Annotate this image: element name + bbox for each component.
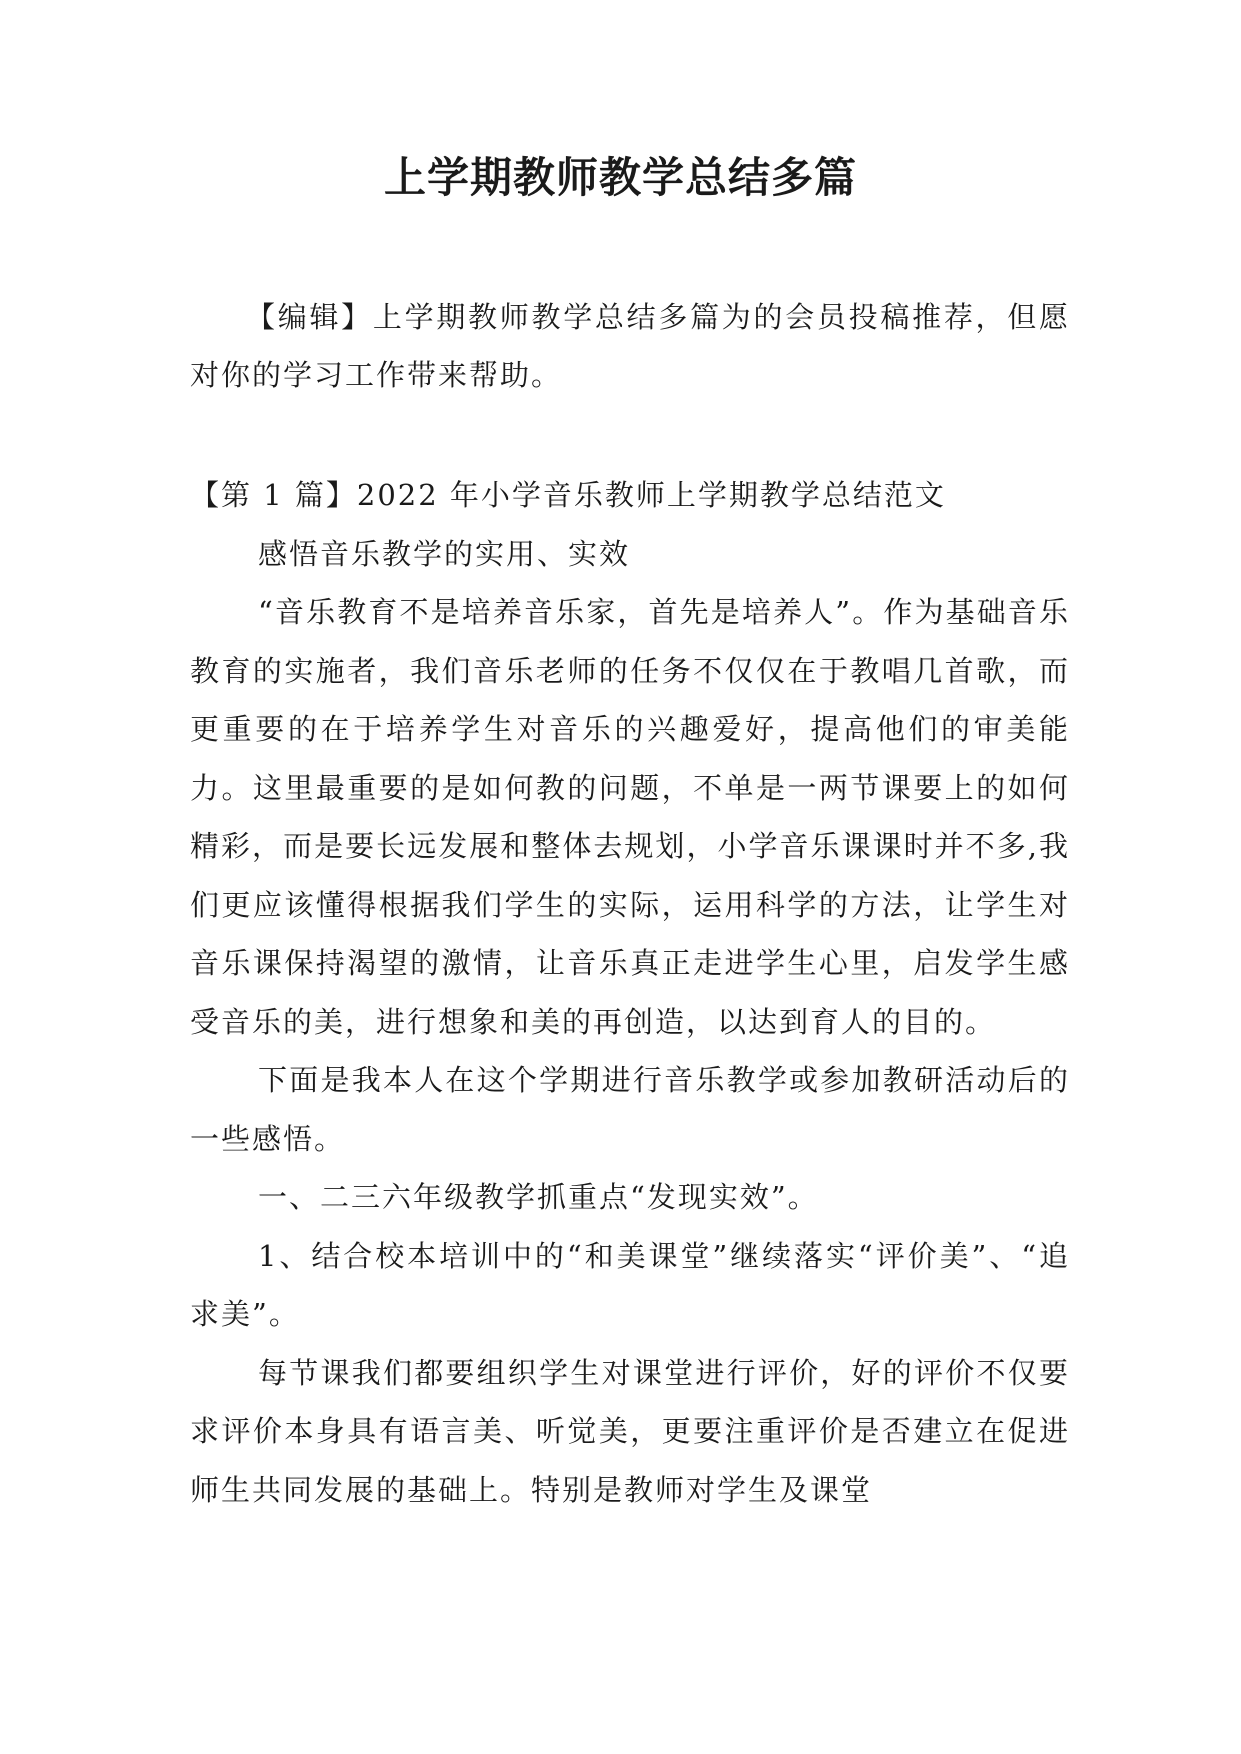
body-paragraph: 感悟音乐教学的实用、实效 [258,536,631,571]
body-paragraph: 1、结合校本培训中的“和美课堂”继续落实“评价美”、“追求美”。 [190,1238,1070,1331]
document-title: 上学期教师教学总结多篇 [383,153,857,202]
body-paragraph: 下面是我本人在这个学期进行音乐教学或参加教研活动后的一些感悟。 [190,1063,1070,1156]
body-paragraph: 每节课我们都要组织学生对课堂进行评价，好的评价不仅要求评价本身具有语言美、听觉美，更要注重评价是否建立在促进师生共同发展的基础上。特别是教师对学生及课堂 [190,1355,1070,1507]
body-paragraph: “音乐教育不是培养音乐家，首先是培养人”。作为基础音乐教育的实施者，我们音乐老师的任务不仅仅在于教唱几首歌，而更重要的在于培养学生对音乐的兴趣爱好，提高他们的审美能力。这里最重要的是如何教的问题，不单是一两节课要上的如何精彩，而是要长远发展和整体去规划，小学音乐课课时并不多,我们更应该懂得根据我们学生的实际，运用科学的方法，让学生对音乐课保持渴望的激情，让音乐真正走进学生心里，启发学生感受音乐的美，进行想象和美的再创造，以达到育人的目的。 [190,595,1070,1039]
section-heading: 【第 1 篇】2022 年小学音乐教师上学期教学总结范文 [190,478,946,512]
document-body [190,466,1070,1519]
body-paragraph: 一、二三六年级教学抓重点“发现实效”。 [258,1180,819,1214]
intro-paragraph: 【编辑】上学期教师教学总结多篇为的会员投稿推荐，但愿对你的学习工作带来帮助。 [190,300,1070,392]
